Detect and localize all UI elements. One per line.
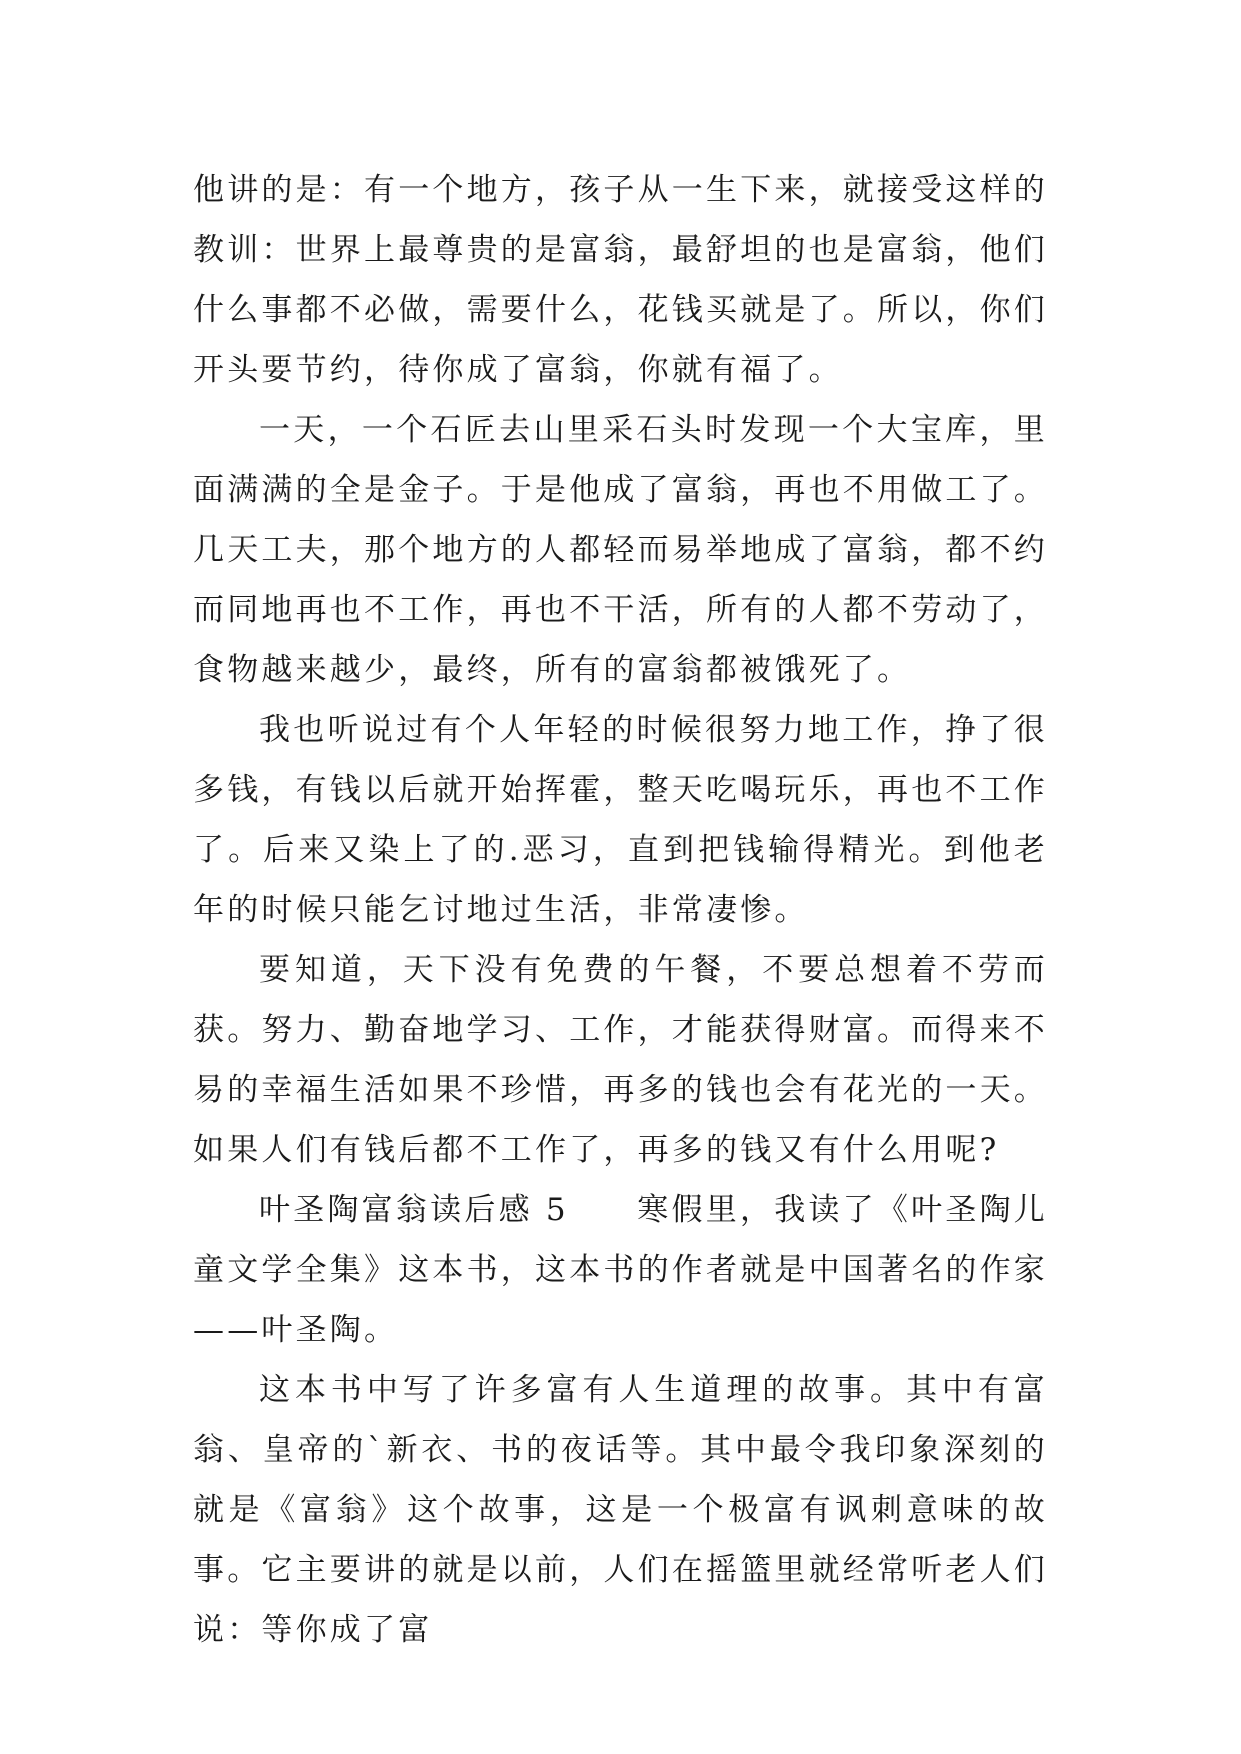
document-body <box>193 160 1048 1660</box>
paragraph-2: 一天，一个石匠去山里采石头时发现一个大宝库，里面满满的全是金子。于是他成了富翁，再也不用做工了。几天工夫，那个地方的人都轻而易举地成了富翁，都不约而同地再也不工作，再也不干活，所有的人都不劳动了，食物越来越少，最终，所有的富翁都被饿死了。 <box>193 412 1048 688</box>
paragraph-5: 叶圣陶富翁读后感 5 寒假里，我读了《叶圣陶儿童文学全集》这本书，这本书的作者就是中国著名的作家——叶圣陶。 <box>193 1192 1048 1348</box>
paragraph-1: 他讲的是：有一个地方，孩子从一生下来，就接受这样的教训：世界上最尊贵的是富翁，最舒坦的也是富翁，他们什么事都不必做，需要什么，花钱买就是了。所以，你们开头要节约，待你成了富翁，你就有福了。 <box>193 172 1048 388</box>
paragraph-4: 要知道，天下没有免费的午餐，不要总想着不劳而获。努力、勤奋地学习、工作，才能获得财富。而得来不易的幸福生活如果不珍惜，再多的钱也会有花光的一天。如果人们有钱后都不工作了，再多的钱又有什么用呢? <box>193 952 1048 1168</box>
paragraph-3: 我也听说过有个人年轻的时候很努力地工作，挣了很多钱，有钱以后就开始挥霍，整天吃喝玩乐，再也不工作了。后来又染上了的.恶习，直到把钱输得精光。到他老年的时候只能乞讨地过生活，非常凄惨。 <box>193 712 1048 928</box>
paragraph-6: 这本书中写了许多富有人生道理的故事。其中有富翁、皇帝的`新衣、书的夜话等。其中最令我印象深刻的就是《富翁》这个故事，这是一个极富有讽刺意味的故事。它主要讲的就是以前，人们在摇篮里就经常听老人们说：等你成了富 <box>193 1372 1048 1648</box>
